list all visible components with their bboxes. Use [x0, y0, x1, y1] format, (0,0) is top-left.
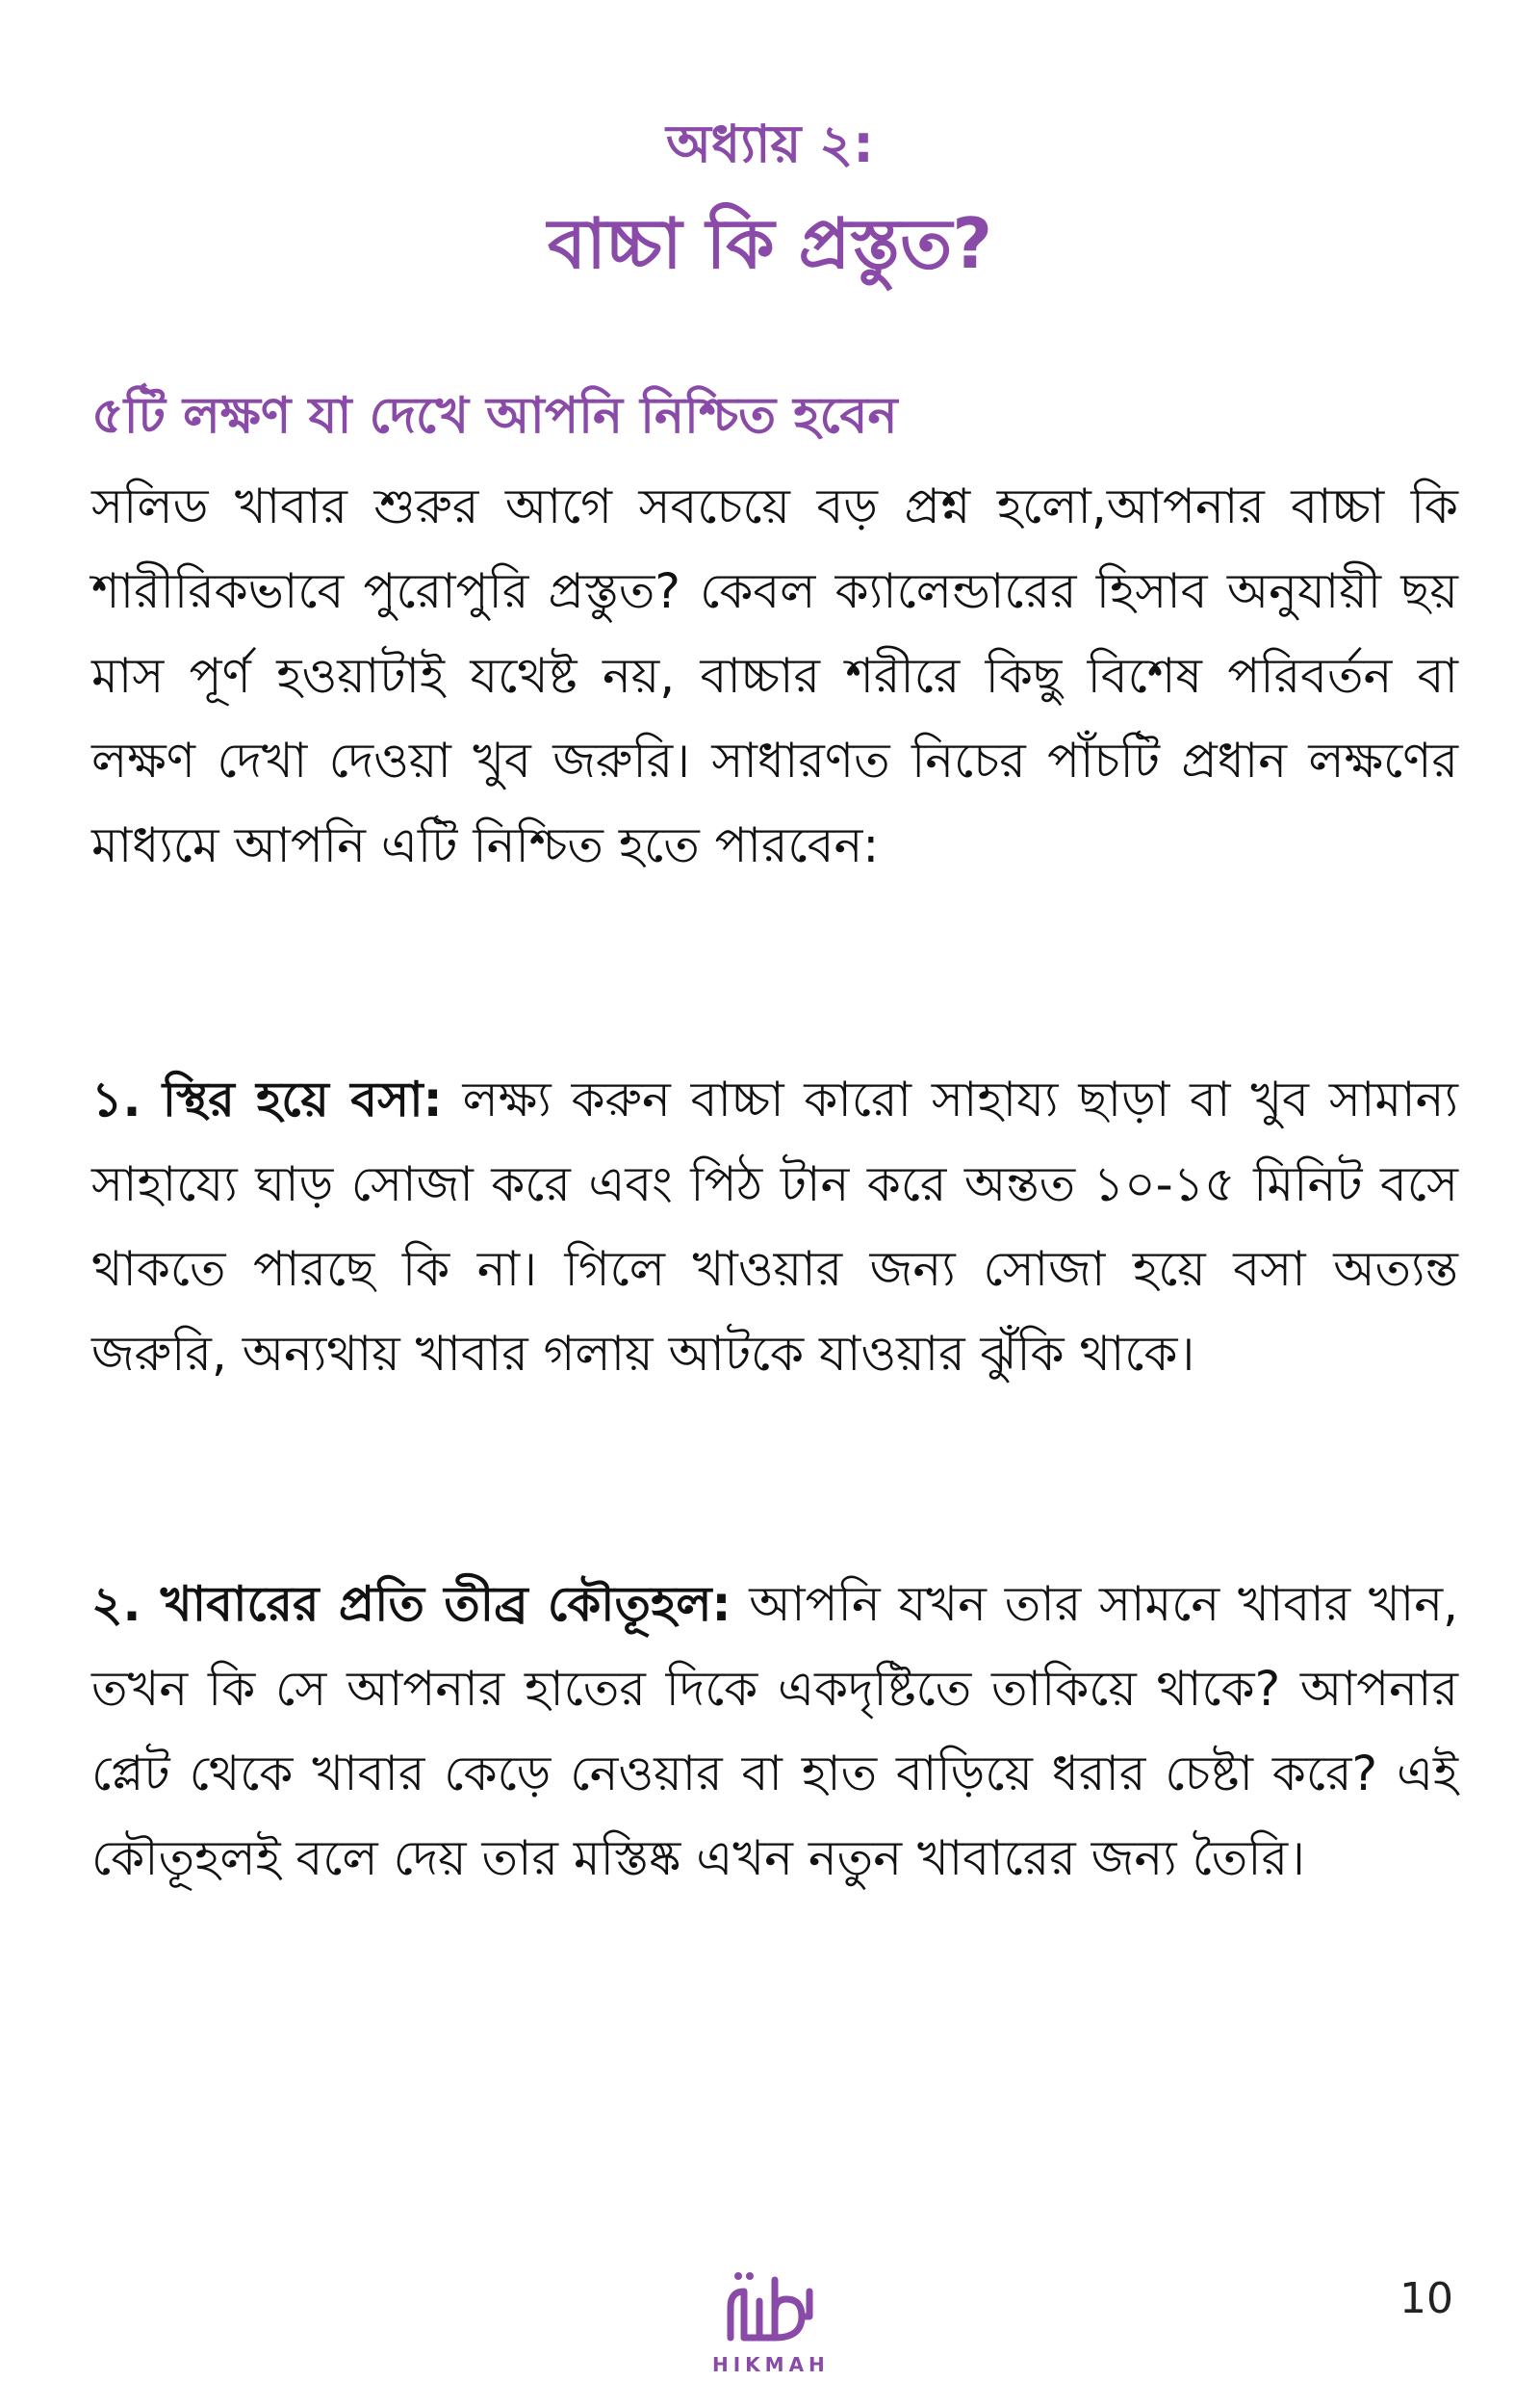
hikmah-logo-icon: [717, 2263, 823, 2349]
page-number: 10: [1399, 2274, 1453, 2323]
section-heading: ৫টি লক্ষণ যা দেখে আপনি নিশ্চিত হবেন: [91, 387, 898, 445]
logo-text: HIKMAH: [712, 2353, 830, 2376]
chapter-label: অধ্যায় ২:: [666, 114, 874, 174]
list-item-title: ২. খাবারের প্রতি তীব্র কৌতূহল:: [91, 1576, 732, 1632]
intro-paragraph: সলিড খাবার শুরুর আগে সবচেয়ে বড় প্রশ্ন হলো,আপনার বাচ্চা কি শারীরিকভাবে পুরোপুরি প্রস্তুত? কেবল ক্যালেন্ডারের হিসাব অনুযায়ী ছয় মাস পূর্ণ হওয়াটাই যথেষ্ট নয়, বাচ্চার শরীরে কিছু বিশেষ পরিবর্তন বা লক্ষণ দেখা দেওয়া খুব জরুরি। সাধারণত নিচের পাঁচটি প্রধান লক্ষণের মাধ্যমে আপনি এটি নিশ্চিত হতে পারবেন:: [91, 479, 1458, 873]
list-item-2: [91, 1562, 1458, 1901]
list-item-body: লক্ষ্য করুন বাচ্চা কারো সাহায্য ছাড়া বা খুব সামান্য সাহায্যে ঘাড় সোজা করে এবং পিঠ টান করে অন্তত ১০-১৫ মিনিট বসে থাকতে পারছে কি না। গিলে খাওয়ার জন্য সোজা হয়ে বসা অত্যন্ত জরুরি, অন্যথায় খাবার গলায় আটকে যাওয়ার ঝুঁকি থাকে।: [91, 1072, 1459, 1382]
hikmah-logo: [712, 2263, 828, 2388]
list-item-title: ১. স্থির হয়ে বসা:: [91, 1072, 443, 1127]
chapter-title: বাচ্চা কি প্রস্তুত?: [547, 203, 992, 284]
list-item-1: [91, 1057, 1458, 1396]
list-item-body: আপনি যখন তার সামনে খাবার খান, তখন কি সে আপনার হাতের দিকে একদৃষ্টিতে তাকিয়ে থাকে? আপনার প্লেট থেকে খাবার কেড়ে নেওয়ার বা হাত বাড়িয়ে ধরার চেষ্টা করে? এই কৌতূহলই বলে দেয় তার মস্তিষ্ক এখন নতুন খাবারের জন্য তৈরি।: [91, 1576, 1458, 1886]
